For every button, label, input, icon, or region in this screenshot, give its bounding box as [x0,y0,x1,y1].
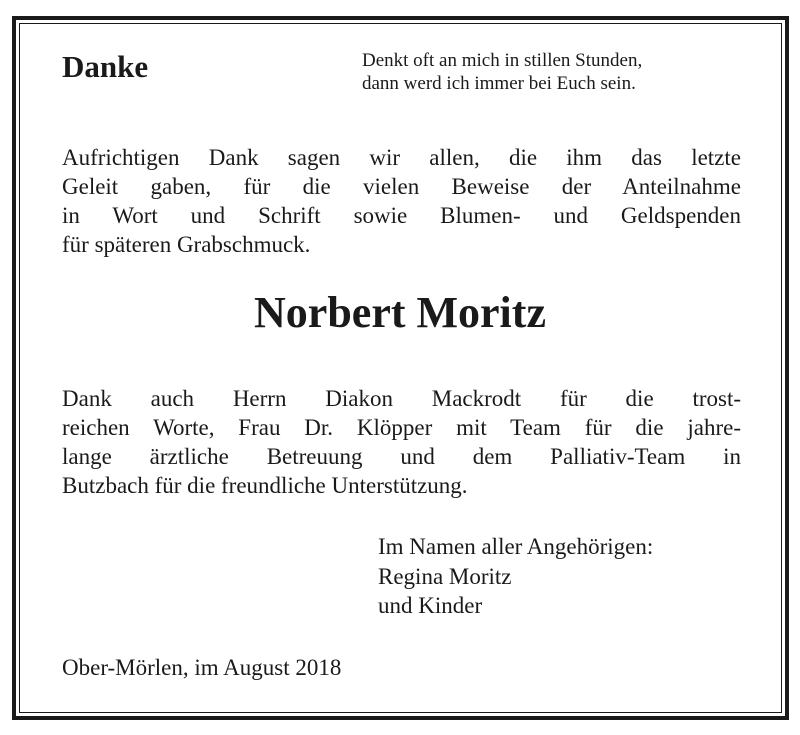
motto-verse [362,49,642,95]
signature-family: und Kinder [378,593,483,618]
place-date: Ober-Mörlen, im August 2018 [62,655,342,680]
intro-paragraph [62,143,741,259]
signature-intro: Im Namen aller Angehörigen: [378,534,654,559]
intro-line: Aufrichtigen Dank sagen wir allen, die ihm das letzte [62,145,741,170]
thanks-line: lange ärztliche Betreuung und dem Palliativ-Team in [62,444,741,469]
motto-line: dann werd ich immer bei Euch sein. [362,73,636,94]
signature-name: Regina Moritz [378,564,512,589]
intro-line: für späteren Grabschmuck. [62,232,311,257]
thanks-line: reichen Worte, Frau Dr. Klöpper mit Team für die jahre- [62,415,741,440]
thanks-paragraph [62,384,741,500]
motto-line: Denkt oft an mich in stillen Stunden, [362,50,643,71]
intro-line: Geleit gaben, für die vielen Beweise der Anteilnahme [62,174,741,199]
intro-line: in Wort und Schrift sowie Blumen- und Geldspenden [62,203,741,228]
heading-danke: Danke [62,49,149,84]
thanks-line: Dank auch Herrn Diakon Mackrodt für die trost- [62,386,741,411]
thanks-line: Butzbach für die freundliche Unterstützung. [62,473,468,498]
signature-block [378,532,653,620]
deceased-name: Norbert Moritz [254,288,546,337]
